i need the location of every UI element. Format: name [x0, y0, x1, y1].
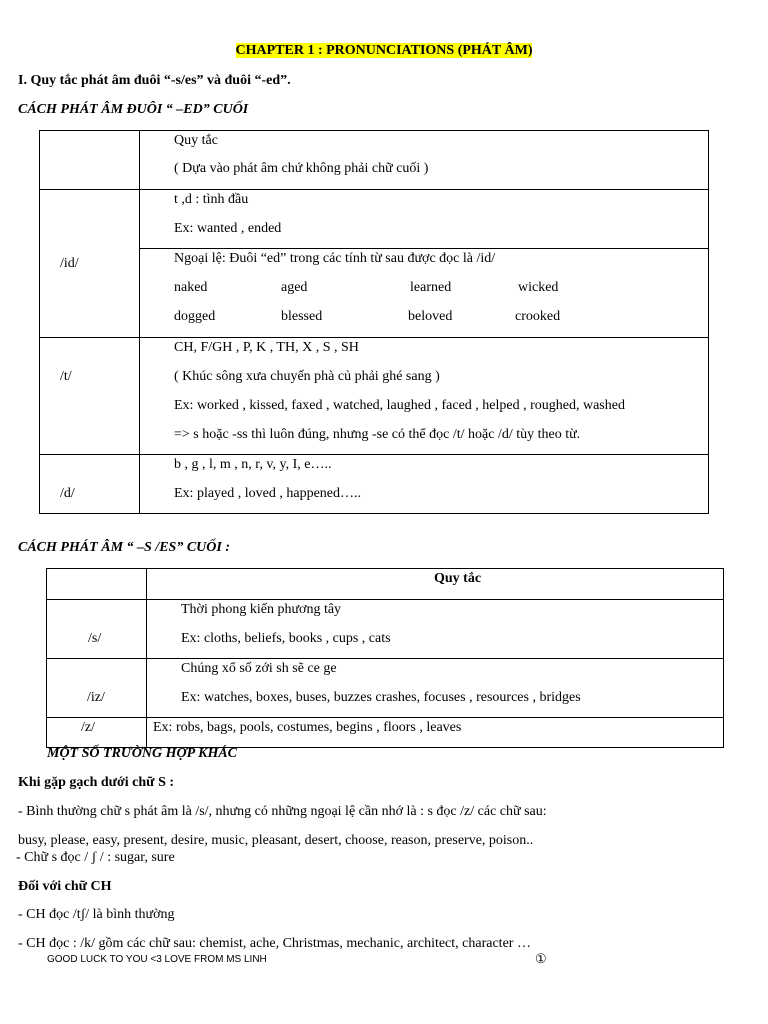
- iz-example: Ex: watches, boxes, buses, buzzes crashes, focuses , resources , bridges: [181, 690, 581, 705]
- id-example: Ex: wanted , ended: [174, 221, 282, 236]
- ch-k-words: - CH đọc : /k/ gồm các chữ sau: chemist, ache, Christmas, mechanic, architect, character …: [18, 936, 531, 951]
- word-item: aged: [281, 280, 308, 295]
- s-sh-words: - Chữ s đọc / ʃ / : sugar, sure: [16, 850, 175, 865]
- d-example: Ex: played , loved , happened…..: [174, 486, 362, 501]
- z-example: Ex: robs, bags, pools, costumes, begins , floors , leaves: [153, 720, 462, 735]
- word-item: beloved: [408, 309, 453, 324]
- footer-text: GOOD LUCK TO YOU <3 LOVE FROM MS LINH: [47, 954, 267, 965]
- table-row: [40, 249, 709, 338]
- table-row: [47, 718, 724, 748]
- ch-rule-line: - CH đọc /tʃ/ là bình thường: [18, 907, 175, 922]
- table-row: [47, 600, 724, 659]
- s-rule-line: - Bình thường chữ s phát âm là /s/, nhưng có những ngoại lệ cần nhớ là : s đọc /z/ các chữ sau:: [18, 804, 547, 819]
- table-row: [40, 455, 709, 514]
- s-z-words: busy, please, easy, present, desire, music, pleasant, desert, choose, reason, preserve, poison..: [18, 833, 534, 848]
- page-number: ①: [535, 951, 547, 966]
- s-example: Ex: cloths, beliefs, books , cups , cats: [181, 631, 391, 646]
- table-row: [40, 190, 709, 249]
- s-label: /s/: [88, 631, 102, 646]
- ch-heading: Đối với chữ CH: [18, 879, 112, 894]
- ed-rules-table: [39, 130, 709, 514]
- word-item: wicked: [518, 280, 559, 295]
- id-exception: Ngoại lệ: Đuôi “ed” trong các tính từ sau được đọc là /id/: [174, 251, 496, 266]
- table-row: [40, 338, 709, 455]
- iz-rule: Chúng xổ số zới sh sẽ ce ge: [181, 661, 337, 676]
- word-item: blessed: [281, 309, 323, 324]
- rule-header: Quy tắc: [434, 571, 482, 586]
- s-rules-table: [46, 568, 724, 748]
- word-item: learned: [410, 280, 452, 295]
- s-rule: Thời phong kiến phương tây: [181, 602, 342, 617]
- word-item: crooked: [515, 309, 561, 324]
- s-section-heading: CÁCH PHÁT ÂM “ –S /ES” CUỐI :: [18, 540, 230, 555]
- iz-label: /iz/: [87, 690, 105, 705]
- s-underline-heading: Khi gặp gạch dưới chữ S :: [18, 775, 175, 790]
- section-heading-rules: I. Quy tắc phát âm đuôi “-s/es” và đuôi “-ed”.: [18, 73, 291, 88]
- word-item: dogged: [174, 309, 216, 324]
- table-row: [40, 131, 709, 190]
- ed-section-heading: CÁCH PHÁT ÂM ĐUÔI “ –ED” CUỐI: [18, 102, 249, 117]
- id-rule: t ,d : tình đầu: [174, 192, 249, 207]
- table-row: [47, 569, 724, 600]
- t-label: /t/: [60, 369, 72, 384]
- t-rule: CH, F/GH , P, K , TH, X , S , SH: [174, 340, 359, 355]
- d-label: /d/: [60, 486, 75, 501]
- id-label: /id/: [60, 255, 79, 271]
- page-title: CHAPTER 1 : PRONUNCIATIONS (PHÁT ÂM): [235, 43, 533, 58]
- z-label: /z/: [81, 720, 95, 735]
- t-mnemonic: ( Khúc sông xưa chuyến phà củ phải ghé sang ): [174, 369, 440, 384]
- table-row: [47, 659, 724, 718]
- rule-header: Quy tắc: [174, 133, 218, 148]
- other-cases-heading: MỘT SỐ TRƯỜNG HỢP KHÁC: [47, 746, 238, 761]
- d-rule: b , g , l, m , n, r, v, y, I, e…..: [174, 457, 332, 472]
- t-example: Ex: worked , kissed, faxed , watched, laughed , faced , helped , roughed, washed: [174, 398, 625, 413]
- rule-note: ( Dựa vào phát âm chứ không phải chữ cuối ): [174, 161, 429, 176]
- t-note: => s hoặc -ss thì luôn đúng, nhưng -se có thể đọc /t/ hoặc /d/ tùy theo từ.: [174, 427, 581, 442]
- word-item: naked: [174, 280, 208, 295]
